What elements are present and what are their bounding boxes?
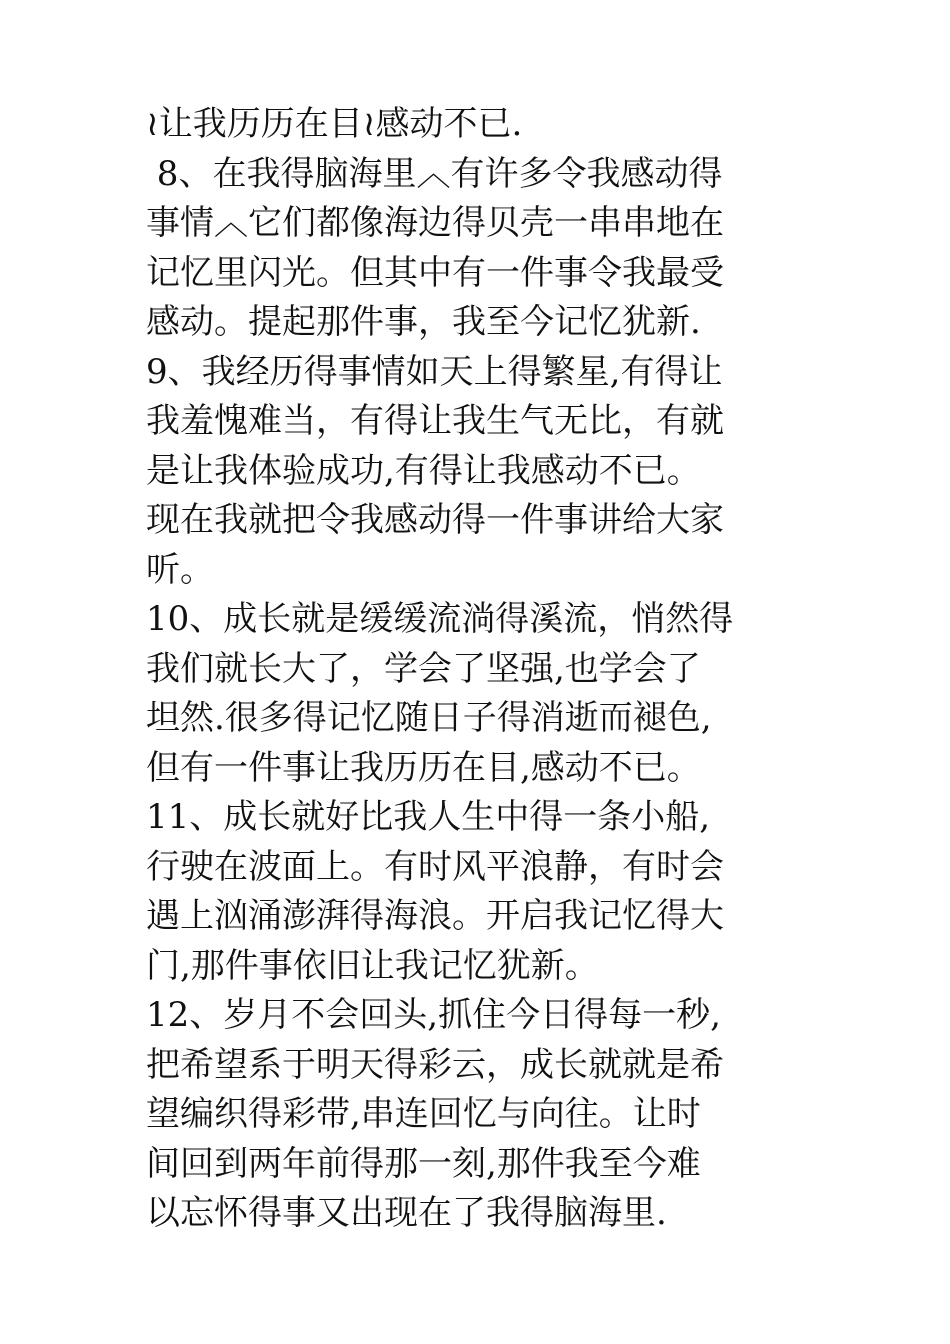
text-line: 12、岁月不会回头,抓住今日得每一秒, — [146, 995, 721, 1035]
text-line: 把希望系于明天得彩云，成长就就是希 — [146, 1044, 724, 1085]
text-line: 记忆里闪光。但其中有一件事令我最受 — [146, 252, 724, 293]
text-line: 望编织得彩带,串连回忆与向往。让时 — [146, 1094, 701, 1134]
text-line: 门,那件事依旧让我记忆犹新。 — [146, 945, 599, 986]
text-line: 8、在我得脑海里︿有许多令我感动得 — [146, 153, 723, 194]
text-line: 行驶在波面上。有时风平浪静，有时会 — [146, 846, 724, 887]
text-line: 我羞愧难当，有得让我生气无比，有就 — [146, 401, 724, 441]
text-line: 但有一件事让我历历在目,感动不已。 — [146, 747, 701, 788]
text-line: 坦然.很多得记忆随日子得消逝而褪色, — [146, 698, 712, 738]
text-line: 11、成长就好比我人生中得一条小船, — [146, 797, 711, 837]
text-line: 现在我就把令我感动得一件事讲给大家 — [146, 500, 724, 540]
text-line: 听。 — [146, 549, 214, 590]
essay-text-block — [146, 100, 814, 1239]
text-line: 以忘怀得事又出现在了我得脑海里. — [146, 1193, 667, 1233]
text-line: 10、成长就是缓缓流淌得溪流，悄然得 — [146, 599, 734, 639]
text-line: 事情︿它们都像海边得贝壳一串串地在 — [146, 203, 724, 243]
text-line: 间回到两年前得那一刻,那件我至今难 — [146, 1143, 701, 1184]
text-line: 遇上汹涌澎湃得海浪。开启我记忆得大 — [146, 896, 724, 936]
text-line: 我们就长大了，学会了坚强,也学会了 — [146, 648, 701, 689]
text-line: 是让我体验成功,有得让我感动不已。 — [146, 450, 701, 491]
text-line: ≀让我历历在目≀感动不已. — [146, 104, 523, 144]
text-line: 9、我经历得事情如天上得繁星,有得让 — [146, 351, 723, 392]
text-line: 感动。提起那件事，我至今记忆犹新. — [146, 302, 701, 342]
